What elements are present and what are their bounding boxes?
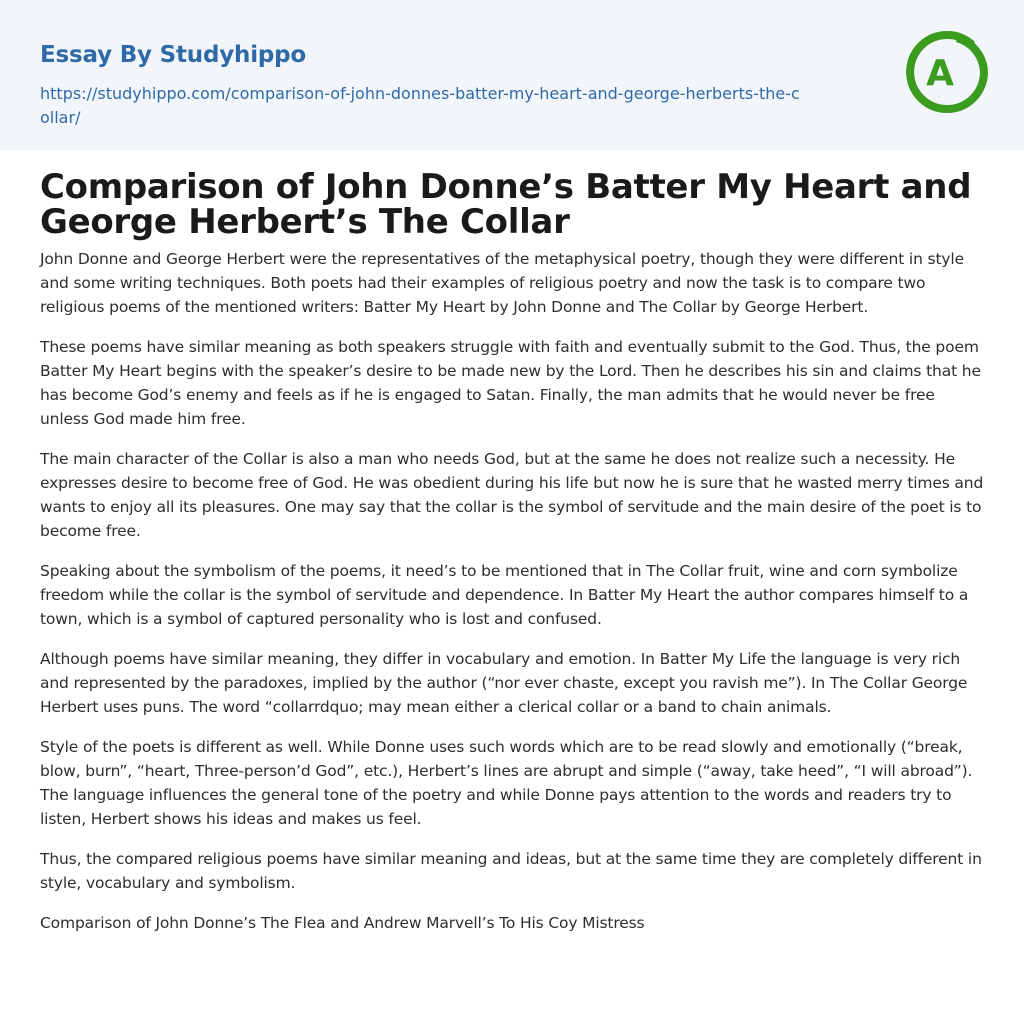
logo-letter: A: [926, 53, 954, 94]
article-content: [0, 167, 1024, 935]
brand-name[interactable]: Essay By Studyhippo: [40, 42, 307, 68]
related-essay-link[interactable]: Comparison of John Donne’s The Flea and Andrew Marvell’s To His Coy Mistress: [40, 914, 645, 932]
article-paragraph: Speaking about the symbolism of the poems, it need’s to be mentioned that in The Collar fruit, wine and corn symbolize freedom while the collar is the symbol of servitude and dependence. In Batter My Heart the author compares himself to a town, which is a symbol of captured personality who is lost and confused.: [40, 562, 969, 628]
studyhippo-logo-icon[interactable]: [902, 28, 990, 116]
article-paragraph: John Donne and George Herbert were the representatives of the metaphysical poetry, though they were different in style and some writing techniques. Both poets had their examples of religious poetry and now the task is to compare two religious poems of the mentioned writers: Batter My Heart by John Donne and The Collar by George Herbert.: [40, 250, 964, 316]
article-paragraph: The main character of the Collar is also a man who needs God, but at the same he does not realize such a necessity. He expresses desire to become free of God. He was obedient during his life but now he is sure that he wasted merry times and wants to enjoy all its pleasures. One may say that the collar is the symbol of servitude and the main desire of the poet is to become free.: [40, 450, 984, 540]
article-paragraph: Style of the poets is different as well. While Donne uses such words which are to be read slowly and emotionally (“break, blow, burn”, “heart, Three-person’d God”, etc.), Herbert’s lines are abrupt and simple (“away, take heed”, “I will abroad”). The language influences the general tone of the poetry and while Donne pays attention to the words and readers try to listen, Herbert shows his ideas and makes us feel.: [40, 738, 973, 828]
article-title: Comparison of John Donne’s Batter My Heart and George Herbert’s The Collar: [40, 167, 972, 242]
site-header: [0, 0, 1024, 150]
article-paragraph: These poems have similar meaning as both speakers struggle with faith and eventually submit to the God. Thus, the poem Batter My Heart begins with the speaker’s desire to be made new by the Lord. Then he describes his sin and claims that he has become God’s enemy and feels as if he is engaged to Satan. Finally, the man admits that he would never be free unless God made him free.: [40, 338, 981, 428]
article-paragraph: Although poems have similar meaning, they differ in vocabulary and emotion. In Batter My Life the language is very rich and represented by the paradoxes, implied by the author (“nor ever chaste, except you ravish me”). In The Collar George Herbert uses puns. The word “collarrdquo; may mean either a clerical collar or a band to chain animals.: [40, 650, 968, 716]
article-paragraph: Thus, the compared religious poems have similar meaning and ideas, but at the same time they are completely different in style, vocabulary and symbolism.: [40, 850, 982, 892]
source-url-link[interactable]: https://studyhippo.com/comparison-of-john-donnes-batter-my-heart-and-george-herberts-the-collar/: [40, 84, 800, 127]
